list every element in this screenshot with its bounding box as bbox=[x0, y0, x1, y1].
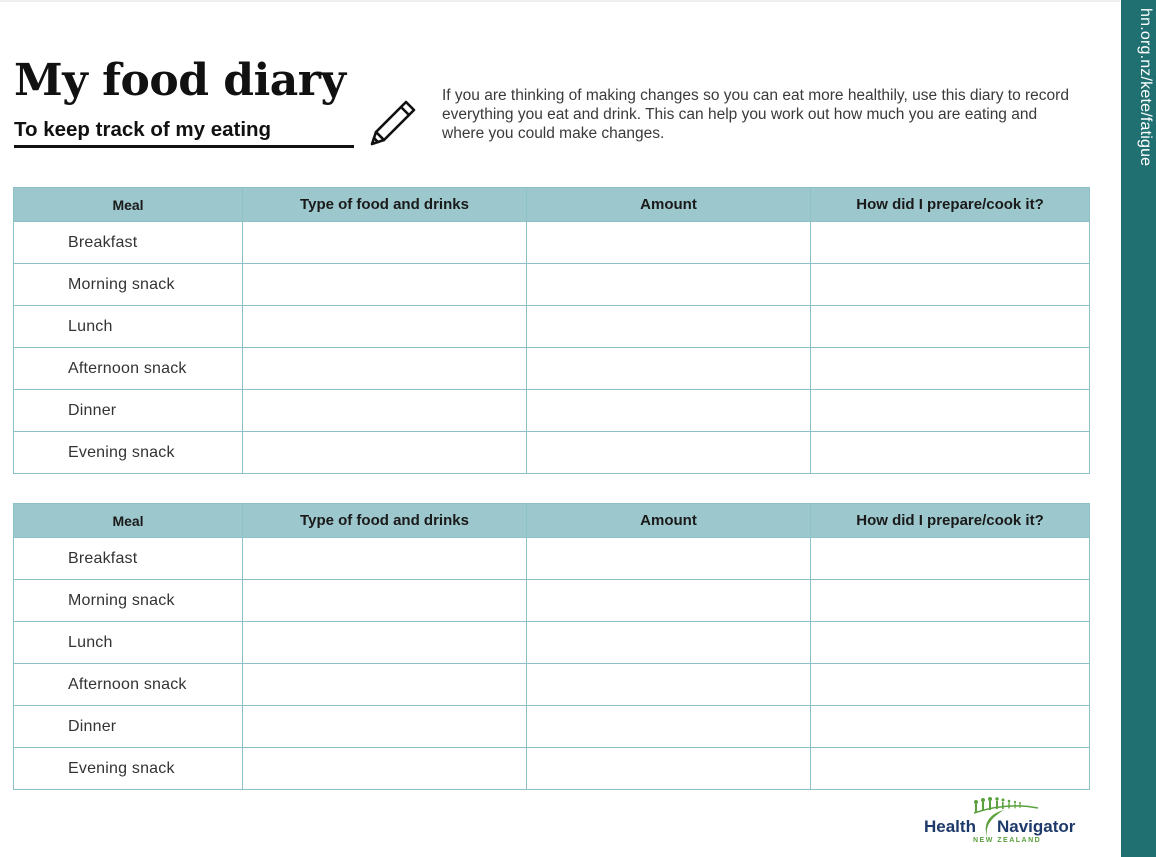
amount-cell[interactable] bbox=[527, 306, 811, 348]
page-title: My food diary bbox=[14, 55, 346, 106]
column-header-meal: Meal bbox=[14, 188, 243, 222]
meal-label: Dinner bbox=[14, 390, 243, 432]
preparation-cell[interactable] bbox=[811, 538, 1090, 580]
food-type-cell[interactable] bbox=[243, 222, 527, 264]
column-header-preparation: How did I prepare/cook it? bbox=[811, 188, 1090, 222]
pencil-icon bbox=[366, 96, 420, 150]
preparation-cell[interactable] bbox=[811, 264, 1090, 306]
table-row bbox=[14, 348, 1090, 390]
amount-cell[interactable] bbox=[527, 706, 811, 748]
amount-cell[interactable] bbox=[527, 222, 811, 264]
column-header-preparation: How did I prepare/cook it? bbox=[811, 504, 1090, 538]
table-row bbox=[14, 432, 1090, 474]
table-row bbox=[14, 748, 1090, 790]
table-row bbox=[14, 664, 1090, 706]
food-type-cell[interactable] bbox=[243, 748, 527, 790]
top-divider bbox=[0, 0, 1120, 2]
table-row bbox=[14, 264, 1090, 306]
page-subtitle: To keep track of my eating bbox=[14, 116, 354, 148]
meal-label: Afternoon snack bbox=[14, 348, 243, 390]
meal-label: Morning snack bbox=[14, 264, 243, 306]
amount-cell[interactable] bbox=[527, 348, 811, 390]
logo-region: NEW ZEALAND bbox=[973, 837, 1042, 844]
food-type-cell[interactable] bbox=[243, 306, 527, 348]
preparation-cell[interactable] bbox=[811, 222, 1090, 264]
preparation-cell[interactable] bbox=[811, 348, 1090, 390]
meal-label: Lunch bbox=[14, 306, 243, 348]
meal-label: Afternoon snack bbox=[14, 664, 243, 706]
amount-cell[interactable] bbox=[527, 622, 811, 664]
preparation-cell[interactable] bbox=[811, 580, 1090, 622]
food-type-cell[interactable] bbox=[243, 706, 527, 748]
preparation-cell[interactable] bbox=[811, 622, 1090, 664]
table-row bbox=[14, 706, 1090, 748]
amount-cell[interactable] bbox=[527, 390, 811, 432]
column-header-food-type: Type of food and drinks bbox=[243, 188, 527, 222]
table-row bbox=[14, 622, 1090, 664]
food-type-cell[interactable] bbox=[243, 390, 527, 432]
amount-cell[interactable] bbox=[527, 264, 811, 306]
food-diary-table-1 bbox=[13, 187, 1090, 474]
food-type-cell[interactable] bbox=[243, 664, 527, 706]
food-diary-table-2 bbox=[13, 503, 1090, 790]
meal-label: Morning snack bbox=[14, 580, 243, 622]
table-header-row bbox=[14, 188, 1090, 222]
table-row bbox=[14, 306, 1090, 348]
food-type-cell[interactable] bbox=[243, 538, 527, 580]
sidebar-url[interactable]: hn.org.nz/kete/fatigue bbox=[1137, 8, 1154, 167]
amount-cell[interactable] bbox=[527, 580, 811, 622]
food-type-cell[interactable] bbox=[243, 432, 527, 474]
preparation-cell[interactable] bbox=[811, 432, 1090, 474]
amount-cell[interactable] bbox=[527, 538, 811, 580]
intro-text: If you are thinking of making changes so you can eat more healthily, use this diary to record everything you eat and drink. This can help you work out how much you are eating and where you could make changes. bbox=[442, 87, 1069, 142]
column-header-amount: Amount bbox=[527, 504, 811, 538]
table-row bbox=[14, 222, 1090, 264]
table-header-row bbox=[14, 504, 1090, 538]
logo-word-health: Health bbox=[924, 817, 976, 836]
amount-cell[interactable] bbox=[527, 664, 811, 706]
meal-label: Lunch bbox=[14, 622, 243, 664]
meal-label: Breakfast bbox=[14, 222, 243, 264]
table-row bbox=[14, 390, 1090, 432]
meal-label: Evening snack bbox=[14, 432, 243, 474]
column-header-meal: Meal bbox=[14, 504, 243, 538]
column-header-amount: Amount bbox=[527, 188, 811, 222]
logo-word-navigator: Navigator bbox=[997, 817, 1076, 836]
column-header-food-type: Type of food and drinks bbox=[243, 504, 527, 538]
food-type-cell[interactable] bbox=[243, 622, 527, 664]
food-type-cell[interactable] bbox=[243, 264, 527, 306]
table-row bbox=[14, 580, 1090, 622]
food-type-cell[interactable] bbox=[243, 580, 527, 622]
table-row bbox=[14, 538, 1090, 580]
meal-label: Evening snack bbox=[14, 748, 243, 790]
preparation-cell[interactable] bbox=[811, 664, 1090, 706]
food-type-cell[interactable] bbox=[243, 348, 527, 390]
preparation-cell[interactable] bbox=[811, 390, 1090, 432]
preparation-cell[interactable] bbox=[811, 306, 1090, 348]
preparation-cell[interactable] bbox=[811, 706, 1090, 748]
health-navigator-logo bbox=[918, 796, 1088, 848]
meal-label: Dinner bbox=[14, 706, 243, 748]
amount-cell[interactable] bbox=[527, 432, 811, 474]
meal-label: Breakfast bbox=[14, 538, 243, 580]
amount-cell[interactable] bbox=[527, 748, 811, 790]
preparation-cell[interactable] bbox=[811, 748, 1090, 790]
